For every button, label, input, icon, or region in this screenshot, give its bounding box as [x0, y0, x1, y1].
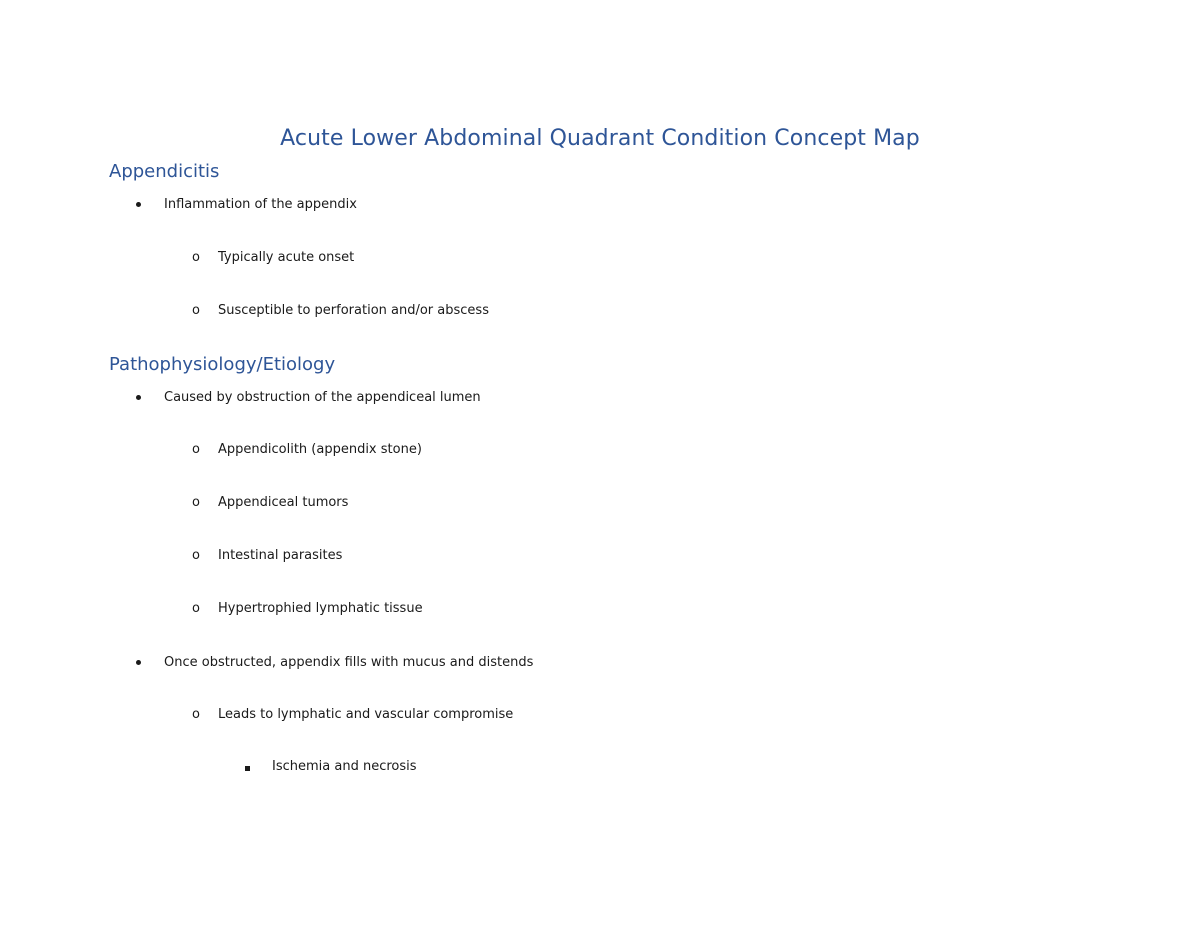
list-item: Appendiceal tumors — [218, 495, 349, 510]
section-heading-pathophysiology: Pathophysiology/Etiology — [109, 354, 336, 375]
list-item: Caused by obstruction of the appendiceal lumen — [164, 390, 481, 405]
list-item: Appendicolith (appendix stone) — [218, 442, 422, 457]
sub-sub-bullet-marker — [245, 766, 250, 771]
sub-bullet-marker: o — [192, 442, 200, 457]
sub-bullet-marker: o — [192, 548, 200, 563]
list-item: Intestinal parasites — [218, 548, 343, 563]
list-item: Hypertrophied lymphatic tissue — [218, 601, 423, 616]
sub-bullet-marker: o — [192, 303, 200, 318]
section-heading-appendicitis: Appendicitis — [109, 161, 220, 182]
sub-bullet-marker: o — [192, 707, 200, 722]
sub-bullet-marker: o — [192, 601, 200, 616]
list-item: Inflammation of the appendix — [164, 197, 357, 212]
list-item: Susceptible to perforation and/or abscess — [218, 303, 489, 318]
sub-bullet-marker: o — [192, 495, 200, 510]
bullet-marker — [136, 202, 141, 207]
list-item: Ischemia and necrosis — [272, 759, 417, 774]
list-item: Typically acute onset — [218, 250, 355, 265]
bullet-marker — [136, 660, 141, 665]
list-item: Once obstructed, appendix fills with mucus and distends — [164, 655, 534, 670]
document-title: Acute Lower Abdominal Quadrant Condition Concept Map — [280, 126, 920, 151]
list-item: Leads to lymphatic and vascular compromise — [218, 707, 514, 722]
sub-bullet-marker: o — [192, 250, 200, 265]
bullet-marker — [136, 395, 141, 400]
